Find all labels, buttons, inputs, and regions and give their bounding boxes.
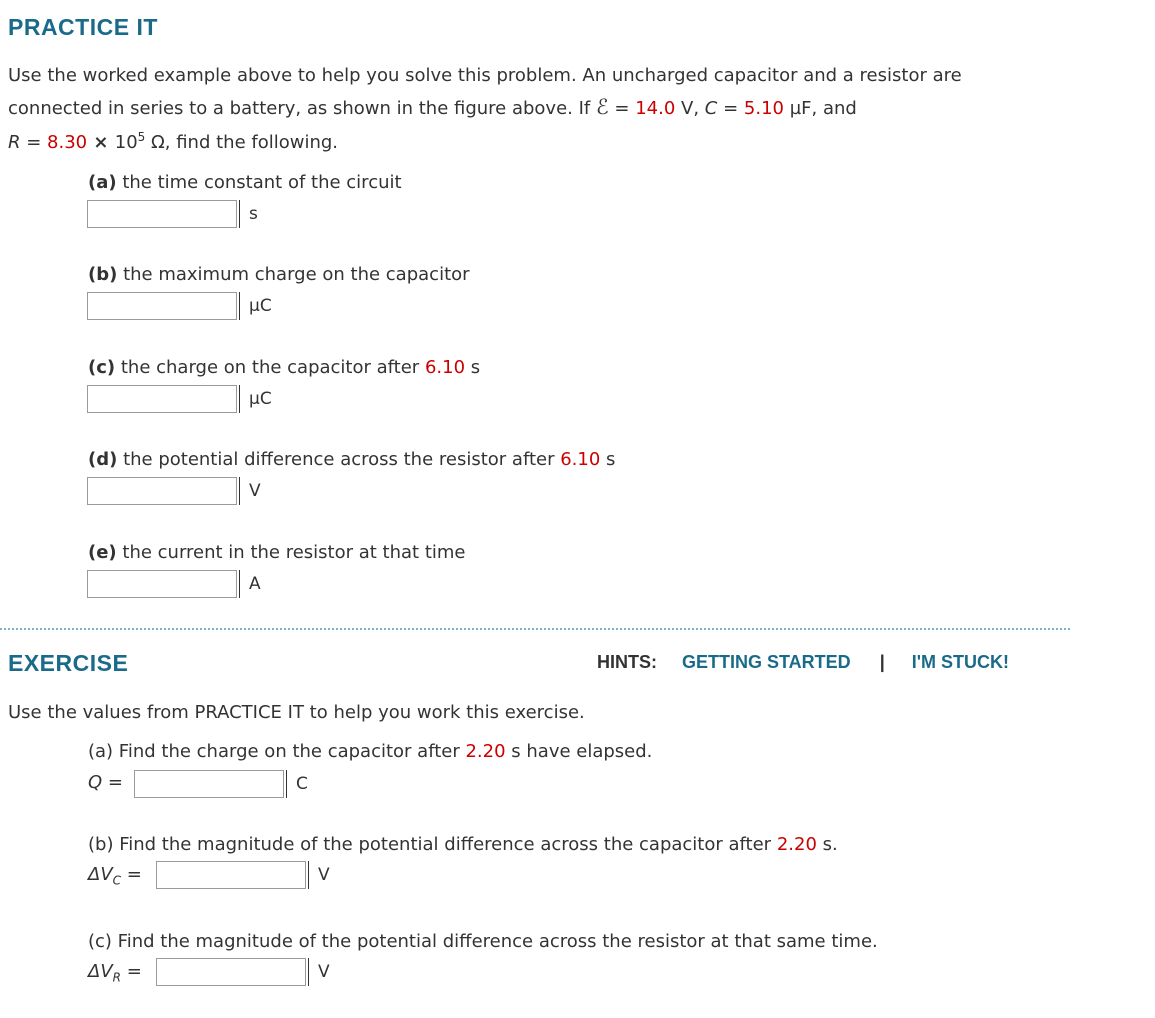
- hints-label: HINTS:: [597, 652, 657, 672]
- emf-value: 14.0: [635, 98, 676, 119]
- intro-text: =: [20, 132, 48, 153]
- part-text: the potential difference across the resistor after: [117, 449, 561, 470]
- part-a-unit: s: [239, 200, 258, 228]
- intro-line-3: [8, 130, 338, 153]
- part-letter: (c): [88, 357, 116, 378]
- equals-sign: =: [120, 961, 142, 982]
- exercise-intro: Use the values from PRACTICE IT to help you work this exercise.: [8, 702, 585, 723]
- variable-symbol: Q: [88, 772, 103, 793]
- part-b-unit: µC: [239, 292, 272, 320]
- intro-line-2: [8, 95, 857, 119]
- variable-subscript: C: [112, 873, 122, 888]
- part-d-label: [88, 449, 615, 470]
- part-text: the current in the resistor at that time: [116, 542, 466, 563]
- capacitance-symbol: C: [704, 98, 718, 119]
- hint-getting-started-link[interactable]: GETTING STARTED: [682, 652, 851, 672]
- part-d-unit: V: [239, 477, 261, 505]
- part-d-answer-input[interactable]: [87, 477, 237, 505]
- intro-line-1: Use the worked example above to help you solve this problem. An uncharged capacitor and a resistor are: [8, 65, 962, 86]
- part-a-answer-input[interactable]: [87, 200, 237, 228]
- variable-subscript: R: [112, 970, 121, 985]
- part-letter: (e): [88, 542, 117, 563]
- time-value: 2.20: [776, 834, 817, 855]
- part-b-label: [88, 264, 470, 285]
- part-e-answer-input[interactable]: [87, 570, 237, 598]
- exercise-b-question: [88, 834, 838, 855]
- exercise-a-question: [88, 741, 652, 762]
- hints-bar: [597, 652, 1009, 673]
- resistance-value: 8.30: [47, 132, 88, 153]
- intro-text: Ω, find the following.: [145, 132, 339, 153]
- question-text: s have elapsed.: [505, 741, 653, 762]
- question-text: (b) Find the magnitude of the potential difference across the capacitor after: [88, 834, 777, 855]
- resistance-symbol: R: [8, 132, 21, 153]
- intro-text: V,: [675, 98, 705, 119]
- part-c-answer-input[interactable]: [87, 385, 237, 413]
- times-sign: ×: [87, 132, 115, 153]
- question-text: (a) Find the charge on the capacitor after: [88, 741, 466, 762]
- time-value: 6.10: [560, 449, 601, 470]
- time-value: 6.10: [424, 357, 466, 378]
- exercise-c-variable: [88, 961, 142, 985]
- exercise-a-variable: [88, 772, 123, 793]
- power-base: 10: [114, 132, 138, 153]
- exercise-c-answer-input[interactable]: [156, 958, 306, 986]
- intro-text: =: [717, 98, 744, 119]
- part-c-label: [88, 357, 480, 378]
- exercise-heading: EXERCISE: [8, 650, 129, 676]
- part-e-unit: A: [239, 570, 261, 598]
- exercise-b-unit: V: [308, 861, 330, 889]
- part-letter: (d): [88, 449, 118, 470]
- hint-stuck-link[interactable]: I'M STUCK!: [911, 652, 1010, 672]
- exercise-b-answer-input[interactable]: [156, 861, 306, 889]
- intro-text: µF, and: [783, 98, 857, 119]
- variable-symbol: ΔV: [88, 864, 113, 885]
- part-letter: (b): [88, 264, 118, 285]
- intro-text: connected in series to a battery, as shown in the figure above. If: [8, 98, 596, 119]
- part-letter: (a): [88, 172, 117, 193]
- part-a-label: [88, 172, 402, 193]
- practice-heading: PRACTICE IT: [8, 14, 158, 40]
- time-value: 2.20: [465, 741, 506, 762]
- question-text: s.: [816, 834, 838, 855]
- capacitance-value: 5.10: [743, 98, 784, 119]
- exercise-b-variable: [88, 864, 142, 888]
- variable-symbol: ΔV: [88, 961, 113, 982]
- exercise-c-question: (c) Find the magnitude of the potential difference across the resistor at that same time.: [88, 931, 878, 952]
- part-text: the charge on the capacitor after: [115, 357, 425, 378]
- emf-symbol: ℰ: [595, 95, 609, 119]
- part-e-label: [88, 542, 465, 563]
- part-text: s: [600, 449, 616, 470]
- exercise-a-unit: C: [286, 770, 308, 798]
- section-divider: [0, 628, 1070, 630]
- hint-separator: |: [879, 652, 885, 672]
- intro-text: =: [608, 98, 636, 119]
- part-text: the time constant of the circuit: [116, 172, 402, 193]
- exercise-c-unit: V: [308, 958, 330, 986]
- part-b-answer-input[interactable]: [87, 292, 237, 320]
- part-text: s: [465, 357, 481, 378]
- power-exponent: 5: [137, 130, 146, 144]
- equals-sign: =: [102, 772, 123, 793]
- exercise-a-answer-input[interactable]: [134, 770, 284, 798]
- equals-sign: =: [121, 864, 142, 885]
- part-text: the maximum charge on the capacitor: [117, 264, 470, 285]
- part-c-unit: µC: [239, 385, 272, 413]
